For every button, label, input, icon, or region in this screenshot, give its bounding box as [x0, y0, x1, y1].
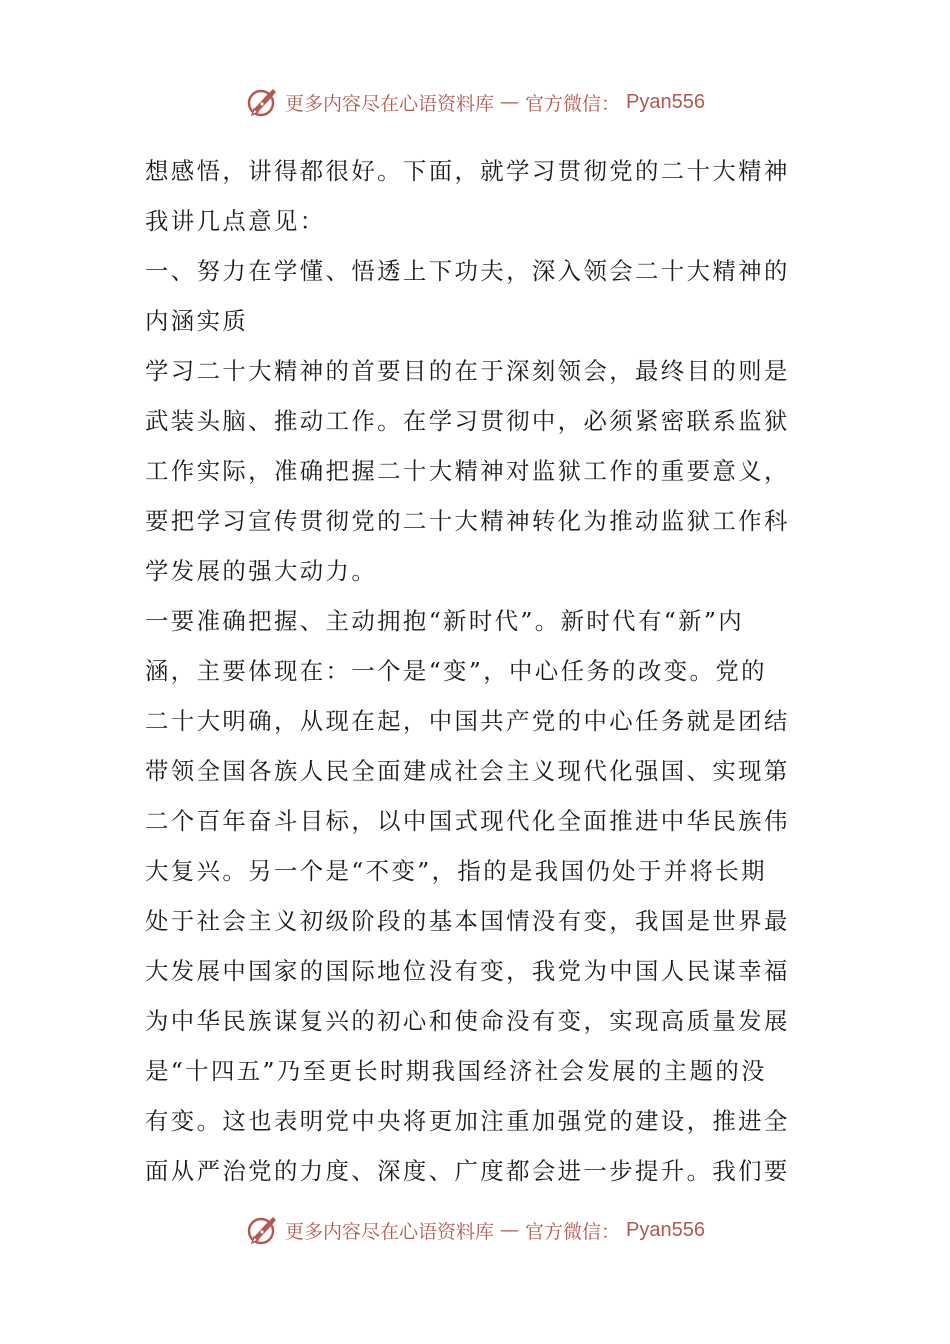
- body-line: 面从严治党的力度、深度、广度都会进一步提升。我们要: [145, 1157, 790, 1185]
- watermark-separator: —: [500, 1219, 520, 1241]
- body-line: 有变。这也表明党中央将更加注重加强党的建设，推进全: [145, 1107, 790, 1135]
- body-line: 武装头脑、推动工作。在学习贯彻中，必须紧密联系监狱: [145, 407, 790, 435]
- header-watermark: [0, 82, 950, 122]
- body-line: 我讲几点意见：: [145, 207, 326, 235]
- body-line: 处于社会主义初级阶段的基本国情没有变，我国是世界最: [145, 907, 790, 935]
- body-line: 二十大明确，从现在起，中国共产党的中心任务就是团结: [145, 707, 790, 735]
- body-line: 一要准确把握、主动拥抱“新时代”。新时代有“新”内: [145, 607, 745, 635]
- body-line: 大复兴。另一个是“不变”，指的是我国仍处于并将长期: [145, 857, 767, 885]
- body-line: 涵，主要体现在：一个是“变”，中心任务的改变。党的: [145, 657, 767, 685]
- body-line: 学习二十大精神的首要目的在于深刻领会，最终目的则是: [145, 357, 790, 385]
- body-line: 为中华民族谋复兴的初心和使命没有变，实现高质量发展: [145, 1007, 790, 1035]
- watermark-separator: —: [500, 91, 520, 113]
- document-body: [145, 146, 807, 1196]
- watermark-site-name: 更多内容尽在心语资料库: [285, 1220, 495, 1243]
- body-line: 二个百年奋斗目标，以中国式现代化全面推进中华民族伟: [145, 807, 790, 835]
- watermark-label: 官方微信：: [525, 1220, 621, 1243]
- body-line: 学发展的强大动力。: [145, 557, 378, 585]
- body-line: 工作实际，准确把握二十大精神对监狱工作的重要意义，: [145, 457, 790, 485]
- watermark-handle: Pyan556: [626, 1218, 705, 1241]
- footer-watermark: [0, 1210, 950, 1250]
- pen-nib-logo-icon: [245, 1213, 279, 1247]
- section-heading-line: 内涵实质: [145, 307, 249, 335]
- body-line: 带领全国各族人民全面建成社会主义现代化强国、实现第: [145, 757, 790, 785]
- watermark-label: 官方微信：: [525, 92, 621, 115]
- body-line: 是“十四五”乃至更长时期我国经济社会发展的主题的没: [145, 1057, 767, 1085]
- body-line: 大发展中国家的国际地位没有变，我党为中国人民谋幸福: [145, 957, 790, 985]
- watermark-site-name: 更多内容尽在心语资料库: [285, 92, 495, 115]
- body-line: 想感悟，讲得都很好。下面，就学习贯彻党的二十大精神: [145, 157, 790, 185]
- section-heading-line: 一、努力在学懂、悟透上下功夫，深入领会二十大精神的: [145, 257, 790, 285]
- body-line: 要把学习宣传贯彻党的二十大精神转化为推动监狱工作科: [145, 507, 790, 535]
- watermark-handle: Pyan556: [626, 90, 705, 113]
- pen-nib-logo-icon: [245, 85, 279, 119]
